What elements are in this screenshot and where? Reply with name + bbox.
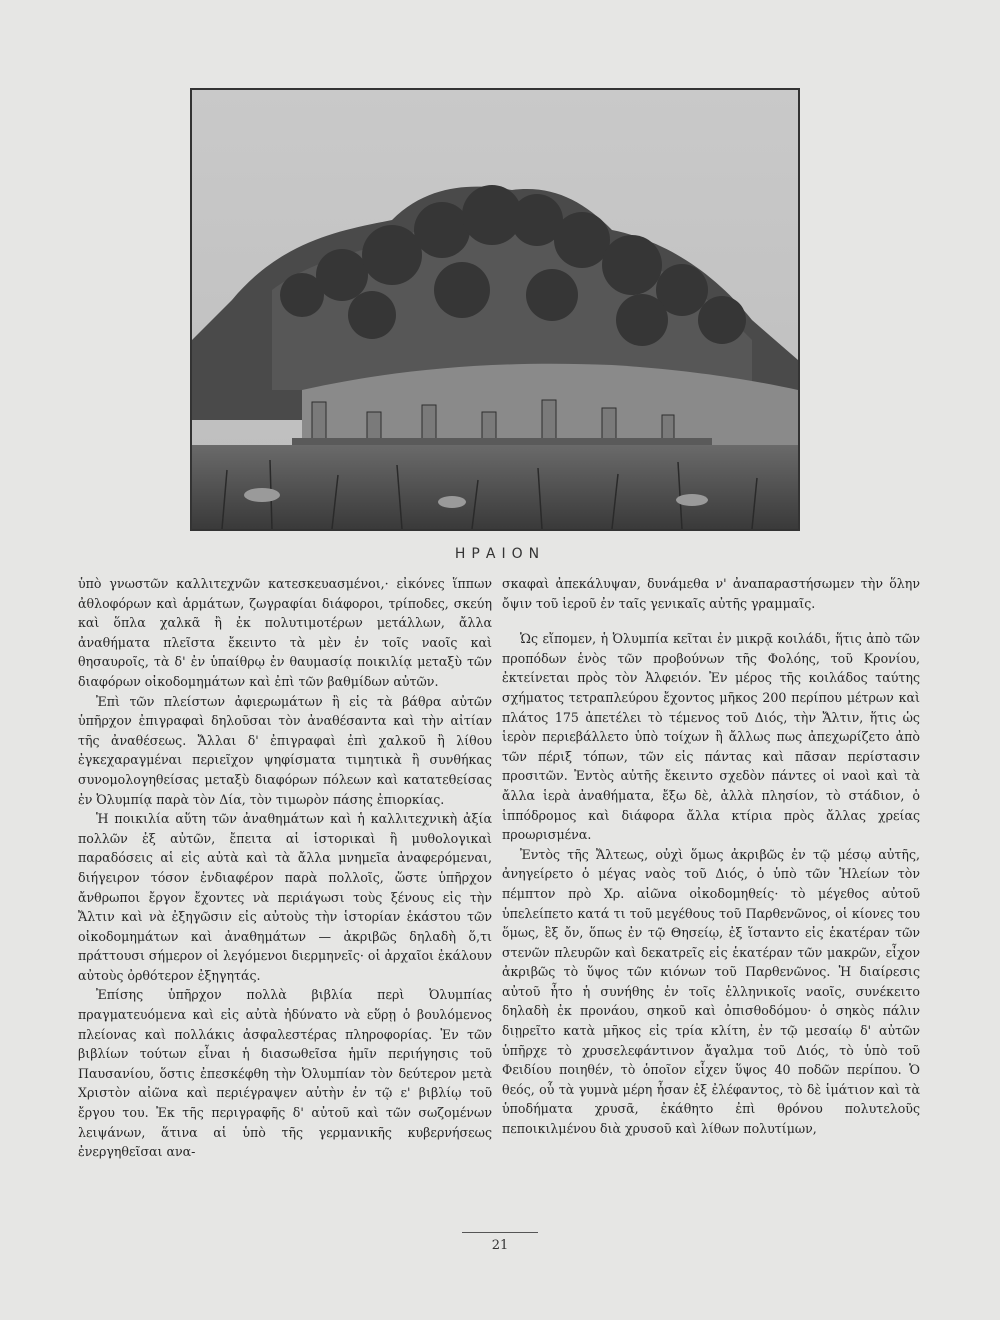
- photo-illustration: [192, 90, 798, 529]
- left-paragraph-3: Ἡ ποικιλία αὕτη τῶν ἀναθημάτων καὶ ἡ καλλιτεχνικὴ ἀξία πολλῶν ἐξ αὐτῶν, ἔπειτα αἱ ἱστορικαὶ ἢ μυθολογικαὶ παραδόσεις αἱ εἰς αὐτὰ καὶ τὰ ἄλλα μνημεῖα ἀναφερόμεναι, διήγειρον τόσον ἐνδιαφέρον παρὰ πολλοῖς, ὥστε ὑπῆρχον ἄνθρωποι ἔργον ἔχοντες νὰ περιάγωσι τοὺς ξένους εἰς τὴν Ἄλτιν καὶ νὰ ἐξηγῶσιν εἰς αὐτοὺς τὴν ἱστορίαν ἑκάστου τῶν οἰκοδομημάτων καὶ ἀναθημάτων — ἀκριβῶς δηλαδὴ ὅ,τι πράττουσι σήμερον οἱ λεγόμενοι διερμηνεῖς· οἱ ἀρχαῖοι ἐκάλουν αὐτοὺς ὀρθότερον ἐξηγητάς.: [78, 811, 492, 983]
- left-column: [78, 574, 492, 1162]
- right-paragraph-1: σκαφαὶ ἀπεκάλυψαν, δυνάμεθα ν' ἀναπαραστήσωμεν τὴν ὅλην ὄψιν τοῦ ἱεροῦ ἐν ταῖς γενικαῖς αὐτῆς γραμμαῖς.: [502, 576, 920, 611]
- left-paragraph-4: Ἐπίσης ὑπῆρχον πολλὰ βιβλία περὶ Ὀλυμπίας πραγματευόμενα καὶ εἰς αὐτὰ ἠδύνατο νὰ εὕρῃ ὁ βουλόμενος πλείονας καὶ πολλάκις ἀσφαλεστέρας πληροφορίας. Ἐν τῶν βιβλίων τούτων εἶναι ἡ διασωθεῖσα ἡμῖν περιήγησις τοῦ Παυσανίου, ὅστις ἐπεσκέφθη τὴν Ὀλυμπίαν τὸν δεύτερον μετὰ Χριστὸν αἰῶνα καὶ περιέγραψεν αὐτὴν ἐν τῷ ε' βιβλίῳ τοῦ ἔργου του. Ἐκ τῆς περιγραφῆς δ' αὐτοῦ καὶ τῶν σωζομένων λειψάνων, ἅτινα αἱ ὑπὸ τῆς γερμανικῆς κυβερνήσεως ἐνεργηθεῖσαι ανα-: [78, 987, 492, 1160]
- right-column: [502, 574, 920, 1139]
- photograph-heraion: [190, 88, 800, 531]
- right-paragraph-2: Ὡς εἴπομεν, ἡ Ὀλυμπία κεῖται ἐν μικρᾷ κοιλάδι, ἥτις ἀπὸ τῶν προπόδων ἑνὸς τῶν προβούνων τῆς Φολόης, τοῦ Κρονίου, ἐκτείνεται πρὸς τὸν Ἀλφειόν. Ἐν μέρος τῆς κοιλάδος ταύτης σχήματος τετραπλεύρου ἔχοντος μῆκος 200 περίπου μέτρων καὶ πλάτος 175 ἀπετέλει τὸ τέμενος τοῦ Διός, τὴν Ἄλτιν, ἥτις ὡς ἱερὸν περιεβάλλετο ὑπὸ τοίχων ἢ ἄλλως πως ἀπεχωρίζετο ἀπὸ τῶν πέριξ τόπων, τῶν εἰς πάντας καὶ πᾶσαν περίστασιν προσιτῶν. Ἐντὸς αὐτῆς ἔκειντο σχεδὸν πάντες οἱ ναοὶ καὶ τὰ ἄλλα ἱερὰ ἀναθήματα, ἔξω δὲ, ἀλλὰ πλησίον, τὸ στάδιον, ὁ ἱππόδρομος καὶ διάφορα ἄλλα κτίρια πρὸς ἄλλας χρείας προωρισμένα.: [502, 631, 920, 843]
- right-paragraph-3: Ἐντὸς τῆς Ἄλτεως, οὐχὶ ὅμως ἀκριβῶς ἐν τῷ μέσῳ αὐτῆς, ἀνηγείρετο ὁ μέγας ναὸς τοῦ Διός, ὁ ὑπὸ τῶν Ἠλείων τὸν πέμπτον πρὸ Χρ. αἰῶνα οἰκοδομηθείς· τὸ μέγεθος αὐτοῦ ὑπελείπετο κατά τι τοῦ μεγέθους τοῦ Παρθενῶνος, οἱ κίονες του ὅμως, ἓξ ὄν, ὅπως ἐν τῷ Θησείῳ, ἐξ ἵσταντο εἰς ἑκατέραν τῶν στενῶν πλευρῶν καὶ δεκατρεῖς εἰς ἑκατέραν τῶν μακρῶν, εἶχον ἀκριβῶς τὸ ὕψος τῶν κιόνων τοῦ Παρθενῶνος. Ἡ διαίρεσις αὐτοῦ ἦτο ἡ συνήθης ἐν τοῖς ἑλληνικοῖς ναοῖς, συνέκειτο δηλαδὴ ἐκ προνάου, σηκοῦ καὶ ὀπισθοδόμου· ὁ σηκὸς πάλιν διῃρεῖτο κατὰ μῆκος εἰς τρία κλίτη, ἐν τῷ μεσαίῳ δ' αὐτῶν ὑπῆρχε τὸ χρυσελεφάντινον ἄγαλμα τοῦ Διός, τὸ ὑπὸ τοῦ Φειδίου ποιηθέν, τὸ ὁποῖον εἶχεν ὕψος 40 ποδῶν περίπου. Ὁ θεός, οὗ τὰ γυμνὰ μέρη ἦσαν ἐξ ἐλέφαντος, τὸ δὲ ἱμάτιον καὶ τὰ ὑποδήματα χρυσᾶ, ἐκάθητο ἐπὶ θρόνου πολυτελοῦς πεποικιλμένου διὰ χρυσοῦ καὶ λίθων πολυτίμων,: [502, 846, 920, 1137]
- photo-caption: ΗΡΑΙΟΝ: [454, 546, 546, 562]
- page-number: 21: [491, 1238, 509, 1253]
- left-paragraph-1: ὑπὸ γνωστῶν καλλιτεχνῶν κατεσκευασμένοι,· εἰκόνες ἵππων ἀθλοφόρων καὶ ἁρμάτων, ζωγραφίαι διάφοροι, τρίποδες, σκεύη καὶ ὅπλα χαλκᾶ ἢ ἐκ πολυτιμοτέρων μετάλλων, ἄλλα ἀναθήματα πλεῖστα ἔκειντο τὰ μὲν ἐν τοῖς ναοῖς καὶ θησαυροῖς, τὰ δ' ἐν ὑπαίθρῳ ἐν θαυμασίᾳ ποικιλίᾳ μεταξὺ τῶν διαφόρων οἰκοδομημάτων καὶ ἐπὶ τῶν βαθμίδων αὐτῶν.: [78, 576, 492, 689]
- footer-rule: [462, 1232, 538, 1233]
- left-paragraph-2: Ἐπὶ τῶν πλείστων ἀφιερωμάτων ἢ εἰς τὰ βάθρα αὐτῶν ὑπῆρχον ἐπιγραφαὶ δηλοῦσαι τὸν ἀναθέσαντα καὶ τὴν αἰτίαν τῆς ἀναθέσεως. Ἄλλαι δ' ἐπιγραφαὶ ἐπὶ χαλκοῦ ἢ λίθου ἐγκεχαραγμέναι περιεῖχον ψηφίσματα τιμητικὰ ἢ συνθήκας συνομολογηθείσας μεταξὺ διαφόρων πόλεων καὶ κατατεθείσας ἐν Ὀλυμπίᾳ παρὰ τὸν Δία, τὸν τιμωρὸν πάσης ἐπιορκίας.: [78, 693, 492, 807]
